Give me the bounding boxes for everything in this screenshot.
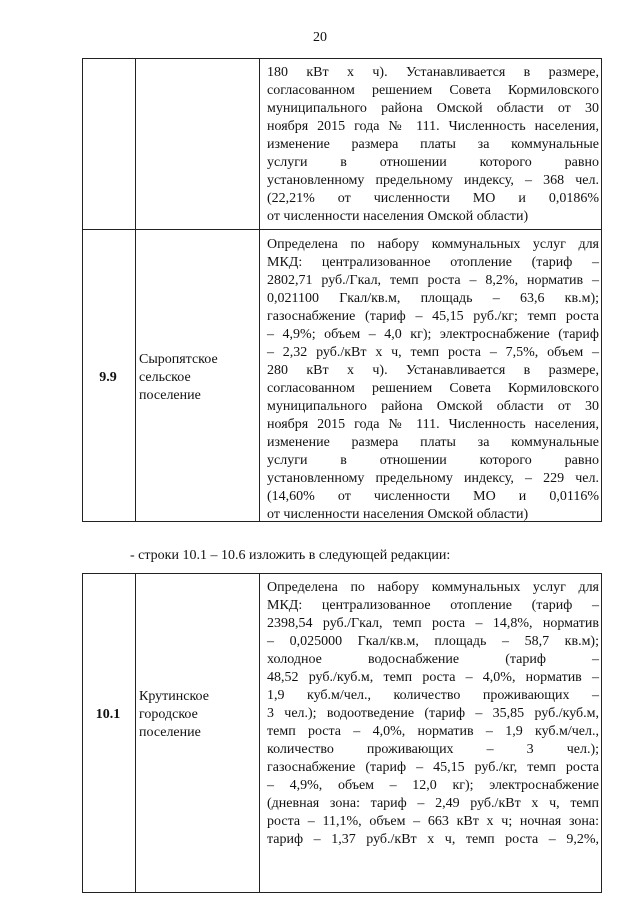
text-line: МКД: централизованное отопление (тариф – (267, 255, 599, 270)
settlement-name-line: поселение (139, 388, 201, 403)
text-line: 48,52 руб./куб.м, темп роста – 4,0%, норматив – (267, 670, 599, 685)
text-line: ноября 2015 года № 111. Численность населения, (267, 417, 599, 432)
text-line: (дневная зона: тариф – 2,49 руб./кВт х ч, темп (267, 796, 599, 811)
text-line: муниципального района Омской области от 30 (267, 399, 599, 414)
text-line: изменение размера платы за коммунальные (267, 137, 599, 152)
text-line: газоснабжение (тариф – 45,15 руб./кг; темп роста (267, 309, 599, 324)
text-line: от численности населения Омской области) (267, 209, 529, 224)
row-number-10-1: 10.1 (95, 707, 121, 722)
settlement-name-line: сельское (139, 370, 191, 385)
settlement-name-10-1 (139, 688, 259, 742)
table-2 (82, 573, 602, 893)
text-line: услуги в отношении которого равно (267, 155, 599, 170)
settlement-name-9-9 (139, 351, 259, 405)
settlement-name-line: Крутинское (139, 689, 209, 704)
column-divider (259, 574, 260, 892)
text-line: Определена по набору коммунальных услуг для (267, 580, 599, 595)
text-line: тариф – 1,37 руб./кВт х ч, темп роста – 9,2%, (267, 832, 599, 847)
text-line: установленному предельному индексу, – 229 чел. (267, 471, 599, 486)
text-line: изменение размера платы за коммунальные (267, 435, 599, 450)
text-line: согласованном решением Совета Кормиловского (267, 381, 599, 396)
row-9-9-text (267, 236, 599, 524)
text-line: – 2,32 руб./кВт х ч, темп роста – 7,5%, объем – (267, 345, 599, 360)
column-divider (259, 59, 260, 521)
table-1 (82, 58, 602, 522)
text-line: роста – 11,1%, объем – 663 кВт х ч; ночная зона: (267, 814, 599, 829)
text-line: – 4,9%, объем – 12,0 кг); электроснабжение (267, 778, 599, 793)
text-line: от численности населения Омской области) (267, 507, 529, 522)
settlement-name-line: Сыропятское (139, 352, 218, 367)
text-line: Определена по набору коммунальных услуг для (267, 237, 599, 252)
amendment-caption: - строки 10.1 – 10.6 изложить в следующей редакции: (130, 548, 451, 563)
text-line: муниципального района Омской области от 30 (267, 101, 599, 116)
text-line: 3 чел.); водоотведение (тариф – 35,85 руб./куб.м, (267, 706, 599, 721)
row-divider (83, 229, 601, 230)
text-line: 280 кВт х ч). Устанавливается в размере, (267, 363, 599, 378)
column-divider (135, 574, 136, 892)
row-number-9-9: 9.9 (99, 370, 117, 385)
row-continuation-text (267, 64, 599, 226)
text-line: – 4,9%; объем – 4,0 кг); электроснабжение (тариф (267, 327, 599, 342)
text-line: согласованном решением Совета Кормиловского (267, 83, 599, 98)
column-divider (135, 59, 136, 521)
text-line: холодное водоснабжение (тариф – (267, 652, 599, 667)
page-number: 20 (313, 30, 327, 45)
text-line: 2398,54 руб./Гкал, темп роста – 14,8%, норматив (267, 616, 599, 631)
text-line: 1,9 куб.м/чел., количество проживающих – (267, 688, 599, 703)
text-line: 0,021100 Гкал/кв.м, площадь – 63,6 кв.м); (267, 291, 599, 306)
text-line: ноября 2015 года № 111. Численность населения, (267, 119, 599, 134)
text-line: – 0,025000 Гкал/кв.м, площадь – 58,7 кв.м); (267, 634, 599, 649)
text-line: (14,60% от численности МО и 0,0116% (267, 489, 599, 504)
settlement-name-line: городское (139, 707, 198, 722)
text-line: темп роста – 4,0%, норматив – 1,9 куб.м/чел., (267, 724, 599, 739)
text-line: (22,21% от численности МО и 0,0186% (267, 191, 599, 206)
text-line: услуги в отношении которого равно (267, 453, 599, 468)
text-line: 2802,71 руб./Гкал, темп роста – 8,2%, норматив – (267, 273, 599, 288)
text-line: газоснабжение (тариф – 45,15 руб./кг, темп роста (267, 760, 599, 775)
text-line: установленному предельному индексу, – 368 чел. (267, 173, 599, 188)
settlement-name-line: поселение (139, 725, 201, 740)
text-line: количество проживающих – 3 чел.); (267, 742, 599, 757)
text-line: МКД: централизованное отопление (тариф – (267, 598, 599, 613)
text-line: 180 кВт х ч). Устанавливается в размере, (267, 65, 599, 80)
row-10-1-text (267, 579, 599, 849)
